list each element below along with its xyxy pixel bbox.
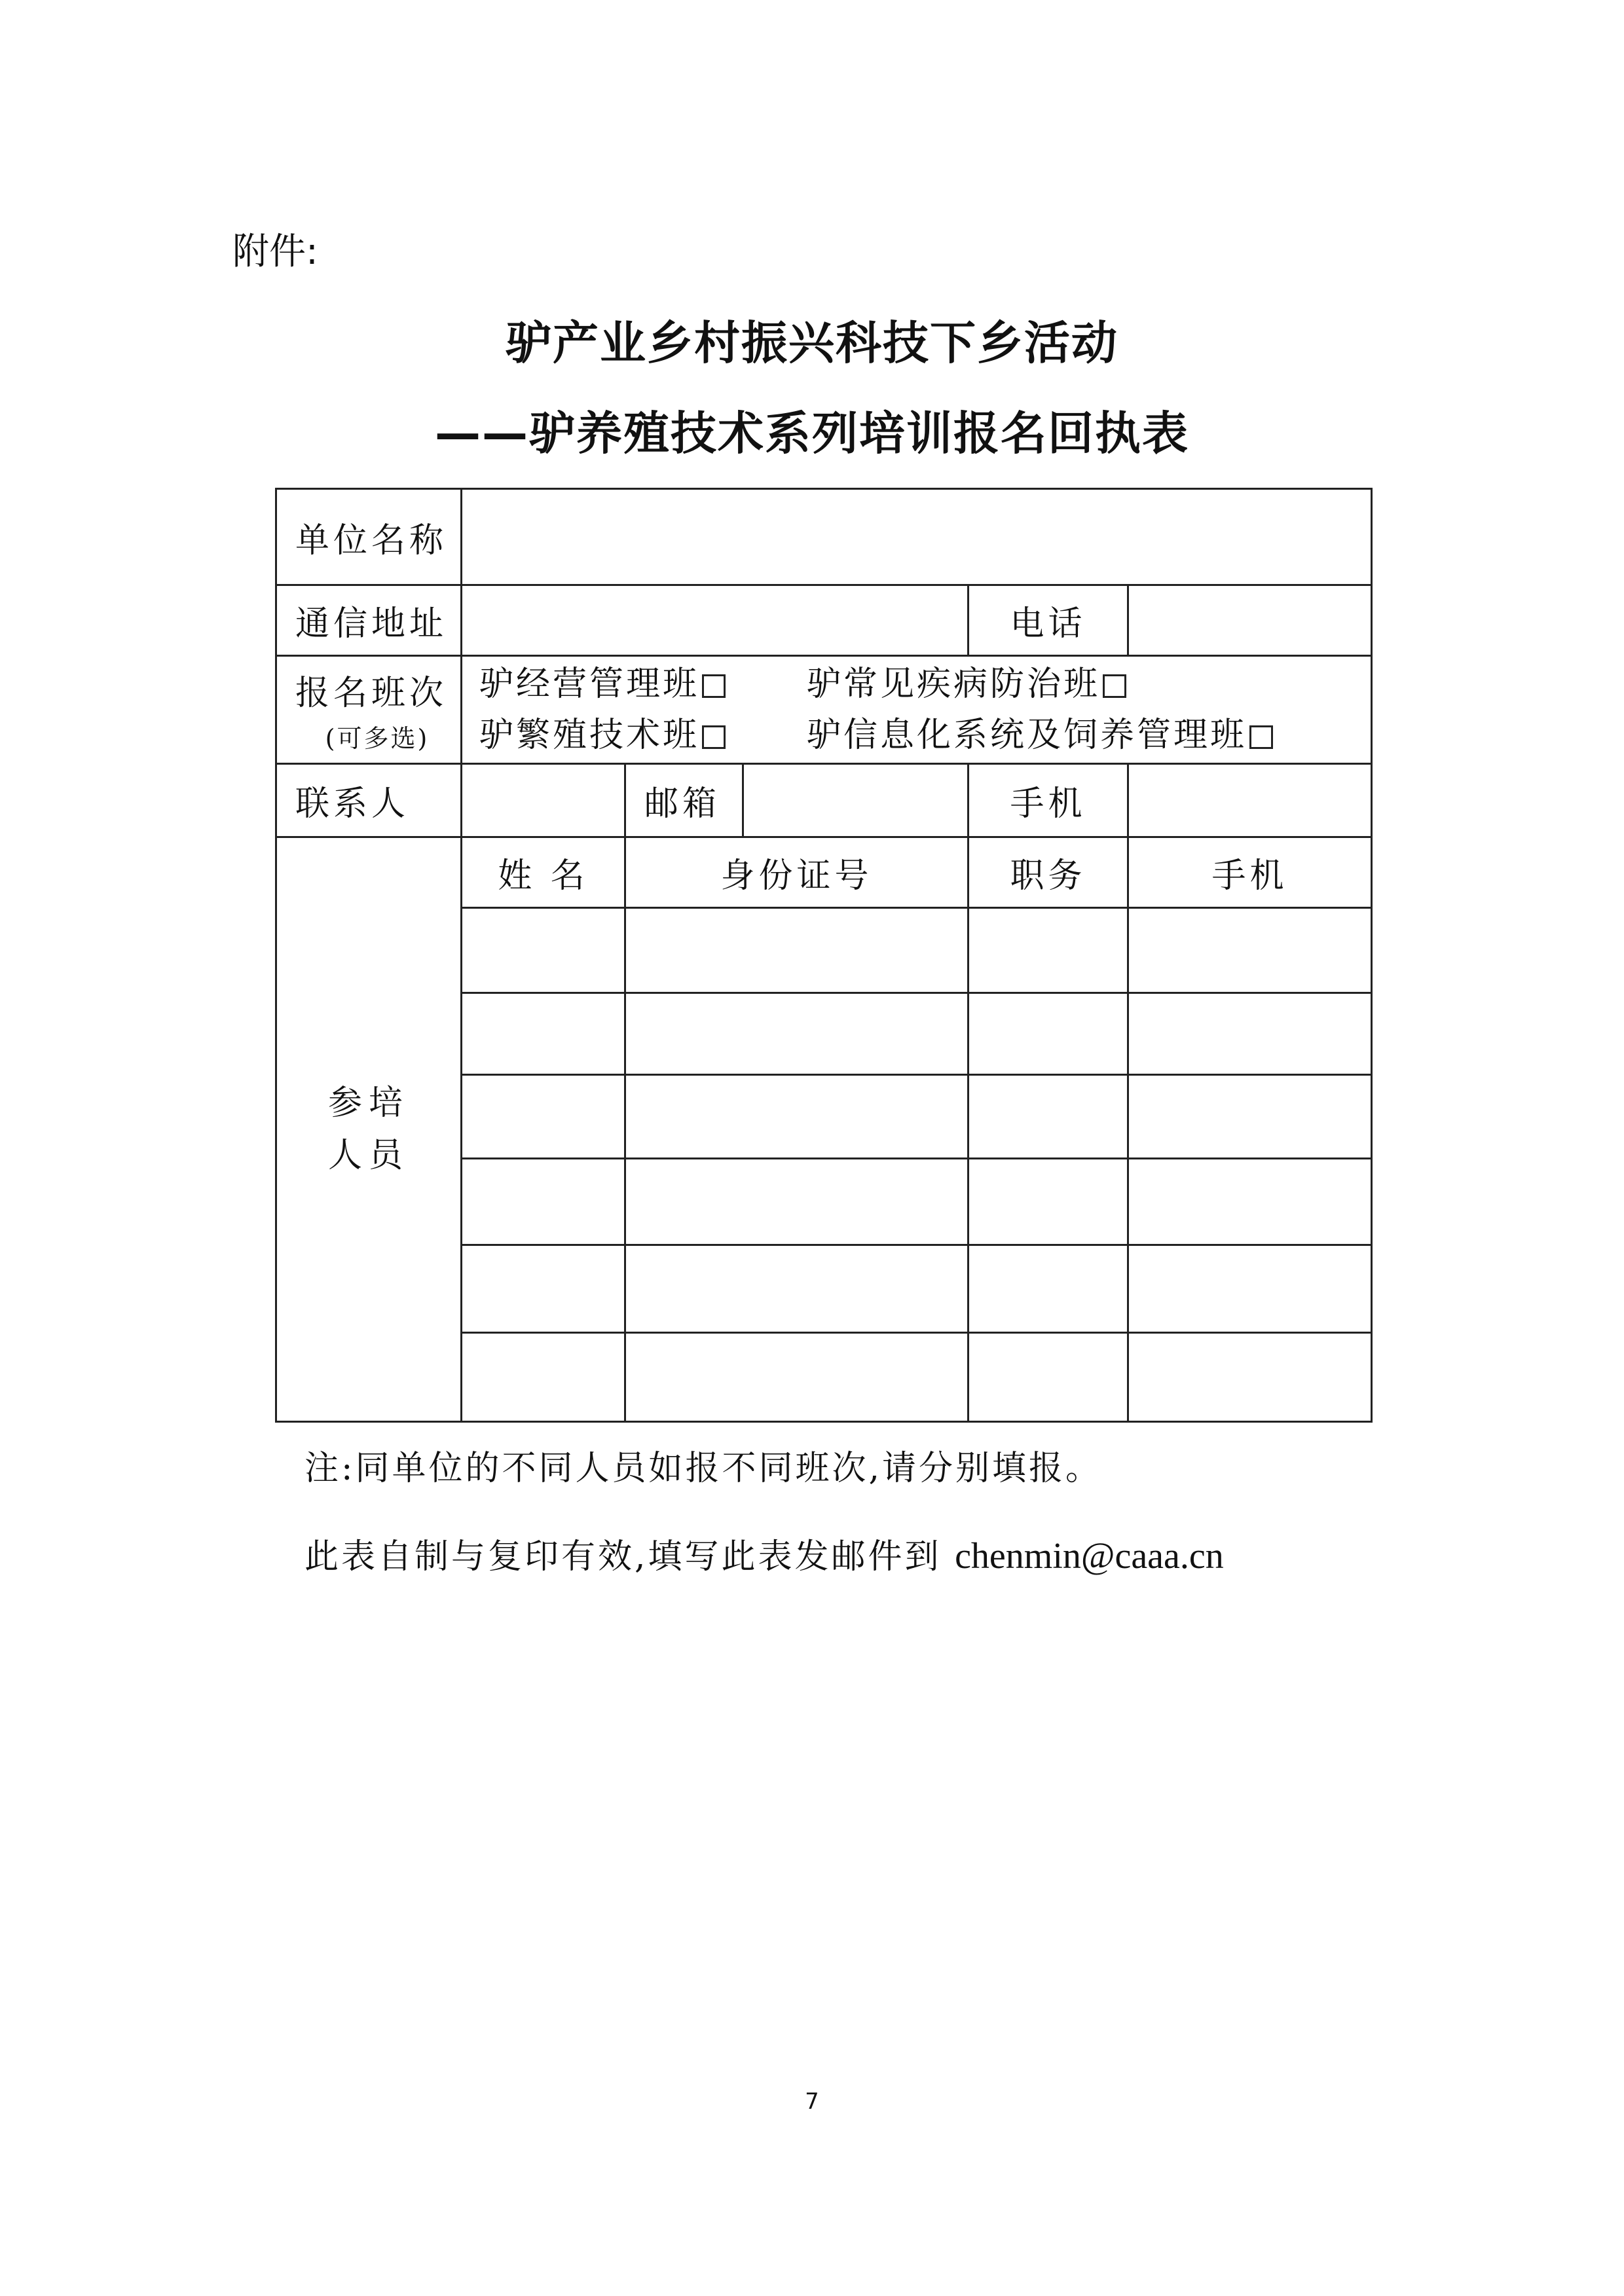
- mobile-field[interactable]: [1128, 764, 1372, 837]
- participant-position-cell[interactable]: [969, 1075, 1128, 1159]
- class-label: 报名班次: [295, 674, 448, 713]
- registration-form-table: [275, 488, 1373, 1423]
- participant-name-cell[interactable]: [462, 908, 625, 993]
- participant-name-cell[interactable]: [462, 1075, 625, 1159]
- page-number: 7: [805, 2088, 819, 2115]
- phone-label: 电话: [969, 585, 1128, 656]
- participant-id-cell[interactable]: [625, 1245, 969, 1333]
- participant-id-cell[interactable]: [625, 908, 969, 993]
- class-options-cell: [462, 656, 1372, 764]
- submission-note: 此表自制与复印有效,填写此表发邮件到 chenmin@caaa.cn: [304, 1536, 1224, 1576]
- unit-name-field[interactable]: [462, 489, 1372, 585]
- participant-position-cell[interactable]: [969, 908, 1128, 993]
- unit-name-label: 单位名称: [276, 489, 462, 585]
- email-address[interactable]: chenmin@caaa.cn: [955, 1536, 1224, 1576]
- header-position: 职务: [969, 837, 1128, 908]
- participant-mobile-cell[interactable]: [1128, 1333, 1372, 1422]
- address-label: 通信地址: [276, 585, 462, 656]
- participant-name-cell[interactable]: [462, 1245, 625, 1333]
- phone-field[interactable]: [1128, 585, 1372, 656]
- contact-field[interactable]: [462, 764, 625, 837]
- participant-mobile-cell[interactable]: [1128, 1245, 1372, 1333]
- class-option-breeding[interactable]: 驴繁殖技术班: [479, 710, 807, 761]
- class-label-cell: [276, 656, 462, 764]
- checkbox-icon[interactable]: [1103, 674, 1126, 698]
- participant-name-cell[interactable]: [462, 1333, 625, 1422]
- participants-label: 参培 人员: [276, 837, 462, 1422]
- participant-id-cell[interactable]: [625, 1159, 969, 1245]
- mobile-label: 手机: [969, 764, 1128, 837]
- page-subtitle: ——驴养殖技术系列培训报名回执表: [435, 407, 1189, 460]
- form-note: 注:同单位的不同人员如报不同班次,请分别填报。: [304, 1449, 1103, 1488]
- participant-id-cell[interactable]: [625, 993, 969, 1075]
- contact-label: 联系人: [276, 764, 462, 837]
- participant-mobile-cell[interactable]: [1128, 993, 1372, 1075]
- header-mobile: 手机: [1128, 837, 1372, 908]
- header-name: 姓 名: [462, 837, 625, 908]
- class-option-informatization[interactable]: 驴信息化系统及饲养管理班: [807, 710, 1273, 761]
- participant-position-cell[interactable]: [969, 993, 1128, 1075]
- page-title: 驴产业乡村振兴科技下乡活动: [506, 316, 1118, 370]
- header-id-number: 身份证号: [625, 837, 969, 908]
- participant-position-cell[interactable]: [969, 1333, 1128, 1422]
- attachment-label: 附件:: [232, 230, 318, 273]
- email-label: 邮箱: [625, 764, 743, 837]
- participant-id-cell[interactable]: [625, 1075, 969, 1159]
- participant-position-cell[interactable]: [969, 1159, 1128, 1245]
- class-option-disease[interactable]: 驴常见疾病防治班: [807, 659, 1126, 710]
- participant-mobile-cell[interactable]: [1128, 1159, 1372, 1245]
- checkbox-icon[interactable]: [702, 725, 726, 749]
- class-multi-select-note: (可多选): [325, 724, 430, 753]
- participant-mobile-cell[interactable]: [1128, 908, 1372, 993]
- participant-name-cell[interactable]: [462, 993, 625, 1075]
- participant-id-cell[interactable]: [625, 1333, 969, 1422]
- participant-name-cell[interactable]: [462, 1159, 625, 1245]
- participant-mobile-cell[interactable]: [1128, 1075, 1372, 1159]
- address-field[interactable]: [462, 585, 969, 656]
- email-field[interactable]: [743, 764, 969, 837]
- checkbox-icon[interactable]: [1249, 725, 1273, 749]
- class-option-management[interactable]: 驴经营管理班: [479, 659, 807, 710]
- checkbox-icon[interactable]: [702, 674, 726, 698]
- participant-position-cell[interactable]: [969, 1245, 1128, 1333]
